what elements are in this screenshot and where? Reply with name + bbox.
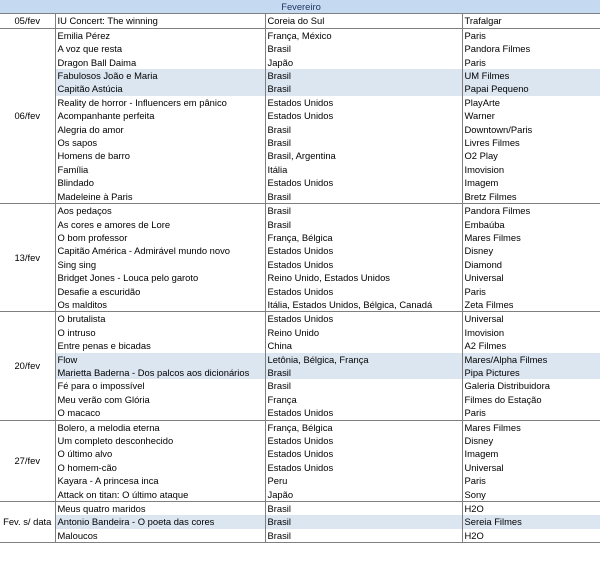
country-cell: Peru xyxy=(265,474,462,487)
distributor-cell: Pipa Pictures xyxy=(462,366,600,379)
distributor-cell: Paris xyxy=(464,56,486,68)
country-cell: França xyxy=(265,393,462,406)
movie-title-cell: Fabulosos João e Maria xyxy=(55,69,265,82)
movie-title-cell: Blindado xyxy=(55,176,265,189)
country-cell: Brasil xyxy=(265,69,462,82)
country-cell: Brasil xyxy=(265,82,462,95)
country-cell: Brasil xyxy=(265,218,462,231)
movie-title-cell: O bom professor xyxy=(55,231,265,244)
country-cell: Brasil xyxy=(265,42,462,55)
country-cell: Reino Unido, Estados Unidos xyxy=(265,271,462,284)
table-row xyxy=(0,14,600,28)
country-cell: Itália xyxy=(265,163,462,176)
distributor-cell: Imovision xyxy=(464,163,505,175)
movie-title-cell: Meu verão com Glória xyxy=(55,393,265,406)
country-cell: Estados Unidos xyxy=(265,285,462,298)
distributor-cell: Disney xyxy=(464,245,494,257)
country-cell: Japão xyxy=(265,56,462,69)
country-cell: França, México xyxy=(265,28,462,42)
table-row xyxy=(0,271,600,284)
table-row xyxy=(0,96,600,109)
country-cell: Estados Unidos xyxy=(265,447,462,460)
release-date-cell: 20/fev xyxy=(0,312,55,420)
table-row xyxy=(0,109,600,122)
movie-title-cell: Alegria do amor xyxy=(55,123,265,136)
country-cell: Brasil xyxy=(265,366,462,379)
table-row xyxy=(0,136,600,149)
country-cell: Reino Unido xyxy=(265,326,462,339)
movie-title-cell: Reality de horror - Influencers em pânico xyxy=(55,96,265,109)
table-row xyxy=(0,353,600,366)
movie-title-cell: Aos pedaços xyxy=(55,204,265,218)
distributor-cell: A2 Filmes xyxy=(464,340,507,352)
movie-title-cell: Os sapos xyxy=(55,136,265,149)
distributor-cell: Galeria Distribuidora xyxy=(464,380,550,392)
distributor-cell: Disney xyxy=(464,435,494,446)
distributor-cell: PlayArte xyxy=(464,96,500,108)
month-header: Fevereiro xyxy=(0,0,600,14)
movie-title-cell: Meus quatro maridos xyxy=(55,502,265,516)
country-cell: Estados Unidos xyxy=(265,461,462,474)
table-row xyxy=(0,69,600,82)
movie-title-cell: Emilia Pérez xyxy=(55,28,265,42)
table-row xyxy=(0,326,600,339)
table-row xyxy=(0,406,600,420)
movie-title-cell: Sing sing xyxy=(55,258,265,271)
table-row xyxy=(0,379,600,392)
table-row xyxy=(0,529,600,543)
movie-title-cell: Madeleine à Paris xyxy=(55,190,265,204)
country-cell: Brasil xyxy=(265,515,462,528)
distributor-cell: Mares Filmes xyxy=(462,420,600,434)
distributor-cell: Universal xyxy=(462,312,600,326)
release-date-cell: 13/fev xyxy=(0,204,55,312)
table-row xyxy=(0,298,600,312)
distributor-cell: Paris xyxy=(462,406,600,420)
table-row xyxy=(0,163,600,176)
country-cell: Brasil xyxy=(265,502,462,516)
table-row xyxy=(0,393,600,406)
country-cell: Estados Unidos xyxy=(265,258,462,271)
movie-title-cell: Kayara - A princesa inca xyxy=(55,474,265,487)
table-row xyxy=(0,204,600,218)
movie-title-cell: Um completo desconhecido xyxy=(55,434,265,447)
distributor-cell: O2 Play xyxy=(464,150,498,162)
distributor-cell: Sereia Filmes xyxy=(462,515,600,528)
distributor-cell: Livres Filmes xyxy=(464,137,520,149)
table-row xyxy=(0,515,600,528)
movie-title-cell: Acompanhante perfeita xyxy=(55,109,265,122)
distributor-cell: Paris xyxy=(464,285,486,297)
table-row xyxy=(0,28,600,42)
movie-title-cell: Dragon Ball Daima xyxy=(55,56,265,69)
country-cell: Brasil xyxy=(265,379,462,392)
release-date-cell: 27/fev xyxy=(0,420,55,501)
table-row xyxy=(0,502,600,516)
distributor-cell: Imagem xyxy=(464,448,499,460)
country-cell: Brasil xyxy=(265,204,462,218)
distributor-cell: Downtown/Paris xyxy=(464,123,533,135)
table-row xyxy=(0,176,600,189)
country-cell: França, Bélgica xyxy=(265,420,462,434)
table-row xyxy=(0,218,600,231)
table-row xyxy=(0,42,600,55)
table-row xyxy=(0,474,600,487)
table-row xyxy=(0,244,600,257)
table-row xyxy=(0,190,600,204)
movie-title-cell: Bridget Jones - Louca pelo garoto xyxy=(55,271,265,284)
country-cell: Brasil xyxy=(265,190,462,204)
country-cell: Estados Unidos xyxy=(265,109,462,122)
distributor-cell: H2O xyxy=(462,502,600,516)
movie-title-cell: Flow xyxy=(55,353,265,366)
distributor-cell: H2O xyxy=(462,529,600,543)
distributor-cell: Imovision xyxy=(464,326,505,338)
movie-title-cell: Capitão Astúcia xyxy=(55,82,265,95)
movie-title-cell: O macaco xyxy=(55,406,265,420)
distributor-cell: Bretz Filmes xyxy=(462,190,600,204)
country-cell: Brasil xyxy=(265,123,462,136)
table-row xyxy=(0,231,600,244)
distributor-cell: Trafalgar xyxy=(462,14,600,28)
country-cell: Itália, Estados Unidos, Bélgica, Canadá xyxy=(265,298,462,312)
table-row xyxy=(0,82,600,95)
release-date-cell: Fev. s/ data xyxy=(0,502,55,543)
movie-title-cell: O último alvo xyxy=(55,447,265,460)
distributor-cell: Pandora Filmes xyxy=(462,204,600,218)
country-cell: Letônia, Bélgica, França xyxy=(265,353,462,366)
country-cell: Estados Unidos xyxy=(265,244,462,257)
distributor-cell: Mares Filmes xyxy=(464,231,521,243)
country-cell: Estados Unidos xyxy=(265,176,462,189)
distributor-cell: Diamond xyxy=(464,258,503,270)
distributor-cell: Sony xyxy=(462,488,600,502)
distributor-cell: Paris xyxy=(462,28,600,42)
movie-title-cell: Homens de barro xyxy=(55,149,265,162)
table-row xyxy=(0,461,600,474)
table-row xyxy=(0,312,600,326)
country-cell: Estados Unidos xyxy=(265,96,462,109)
movie-title-cell: O homem-cão xyxy=(55,461,265,474)
table-row xyxy=(0,434,600,447)
table-row xyxy=(0,447,600,460)
distributor-cell: Universal xyxy=(464,461,504,473)
distributor-cell: UM Filmes xyxy=(462,69,600,82)
table-row xyxy=(0,488,600,502)
country-cell: Brasil, Argentina xyxy=(265,149,462,162)
table-row xyxy=(0,56,600,69)
country-cell: Estados Unidos xyxy=(265,434,462,447)
table-row xyxy=(0,285,600,298)
country-cell: Estados Unidos xyxy=(265,406,462,420)
table-row xyxy=(0,123,600,136)
country-cell: China xyxy=(265,339,462,352)
distributor-cell: Universal xyxy=(464,272,504,284)
movie-title-cell: Maloucos xyxy=(55,529,265,543)
release-date-cell: 06/fev xyxy=(0,28,55,203)
movie-title-cell: Capitão América - Admirável mundo novo xyxy=(55,244,265,257)
distributor-cell: Papai Pequeno xyxy=(462,82,600,95)
country-cell: Estados Unidos xyxy=(265,312,462,326)
distributor-cell: Imagem xyxy=(464,177,499,189)
distributor-cell: Paris xyxy=(464,475,486,487)
release-date-cell: 05/fev xyxy=(0,14,55,28)
movie-title-cell: A voz que resta xyxy=(55,42,265,55)
movie-title-cell: IU Concert: The winning xyxy=(55,14,265,28)
table-row xyxy=(0,149,600,162)
country-cell: França, Bélgica xyxy=(265,231,462,244)
distributor-cell: Warner xyxy=(464,110,495,122)
movie-title-cell: Entre penas e bicadas xyxy=(55,339,265,352)
country-cell: Coreia do Sul xyxy=(265,14,462,28)
table-row xyxy=(0,420,600,434)
movie-title-cell: Bolero, a melodia eterna xyxy=(55,420,265,434)
movie-title-cell: Marietta Baderna - Dos palcos aos dicionários xyxy=(55,366,265,379)
movie-title-cell: O intruso xyxy=(55,326,265,339)
table-row xyxy=(0,339,600,352)
movie-title-cell: Os malditos xyxy=(55,298,265,312)
country-cell: Japão xyxy=(265,488,462,502)
distributor-cell: Zeta Filmes xyxy=(462,298,600,312)
table-row xyxy=(0,258,600,271)
movie-title-cell: Fé para o impossível xyxy=(55,379,265,392)
distributor-cell: Mares/Alpha Filmes xyxy=(462,353,600,366)
country-cell: Brasil xyxy=(265,136,462,149)
movie-title-cell: As cores e amores de Lore xyxy=(55,218,265,231)
movie-title-cell: Attack on titan: O último ataque xyxy=(55,488,265,502)
movie-title-cell: Antonio Bandeira - O poeta das cores xyxy=(55,515,265,528)
movie-title-cell: O brutalista xyxy=(55,312,265,326)
distributor-cell: Embaúba xyxy=(464,218,505,230)
distributor-cell: Filmes do Estação xyxy=(464,393,542,405)
movie-title-cell: Família xyxy=(55,163,265,176)
movie-title-cell: Desafie a escuridão xyxy=(55,285,265,298)
distributor-cell: Pandora Filmes xyxy=(464,43,531,55)
month-header-row xyxy=(0,0,600,14)
table-row xyxy=(0,366,600,379)
country-cell: Brasil xyxy=(265,529,462,543)
